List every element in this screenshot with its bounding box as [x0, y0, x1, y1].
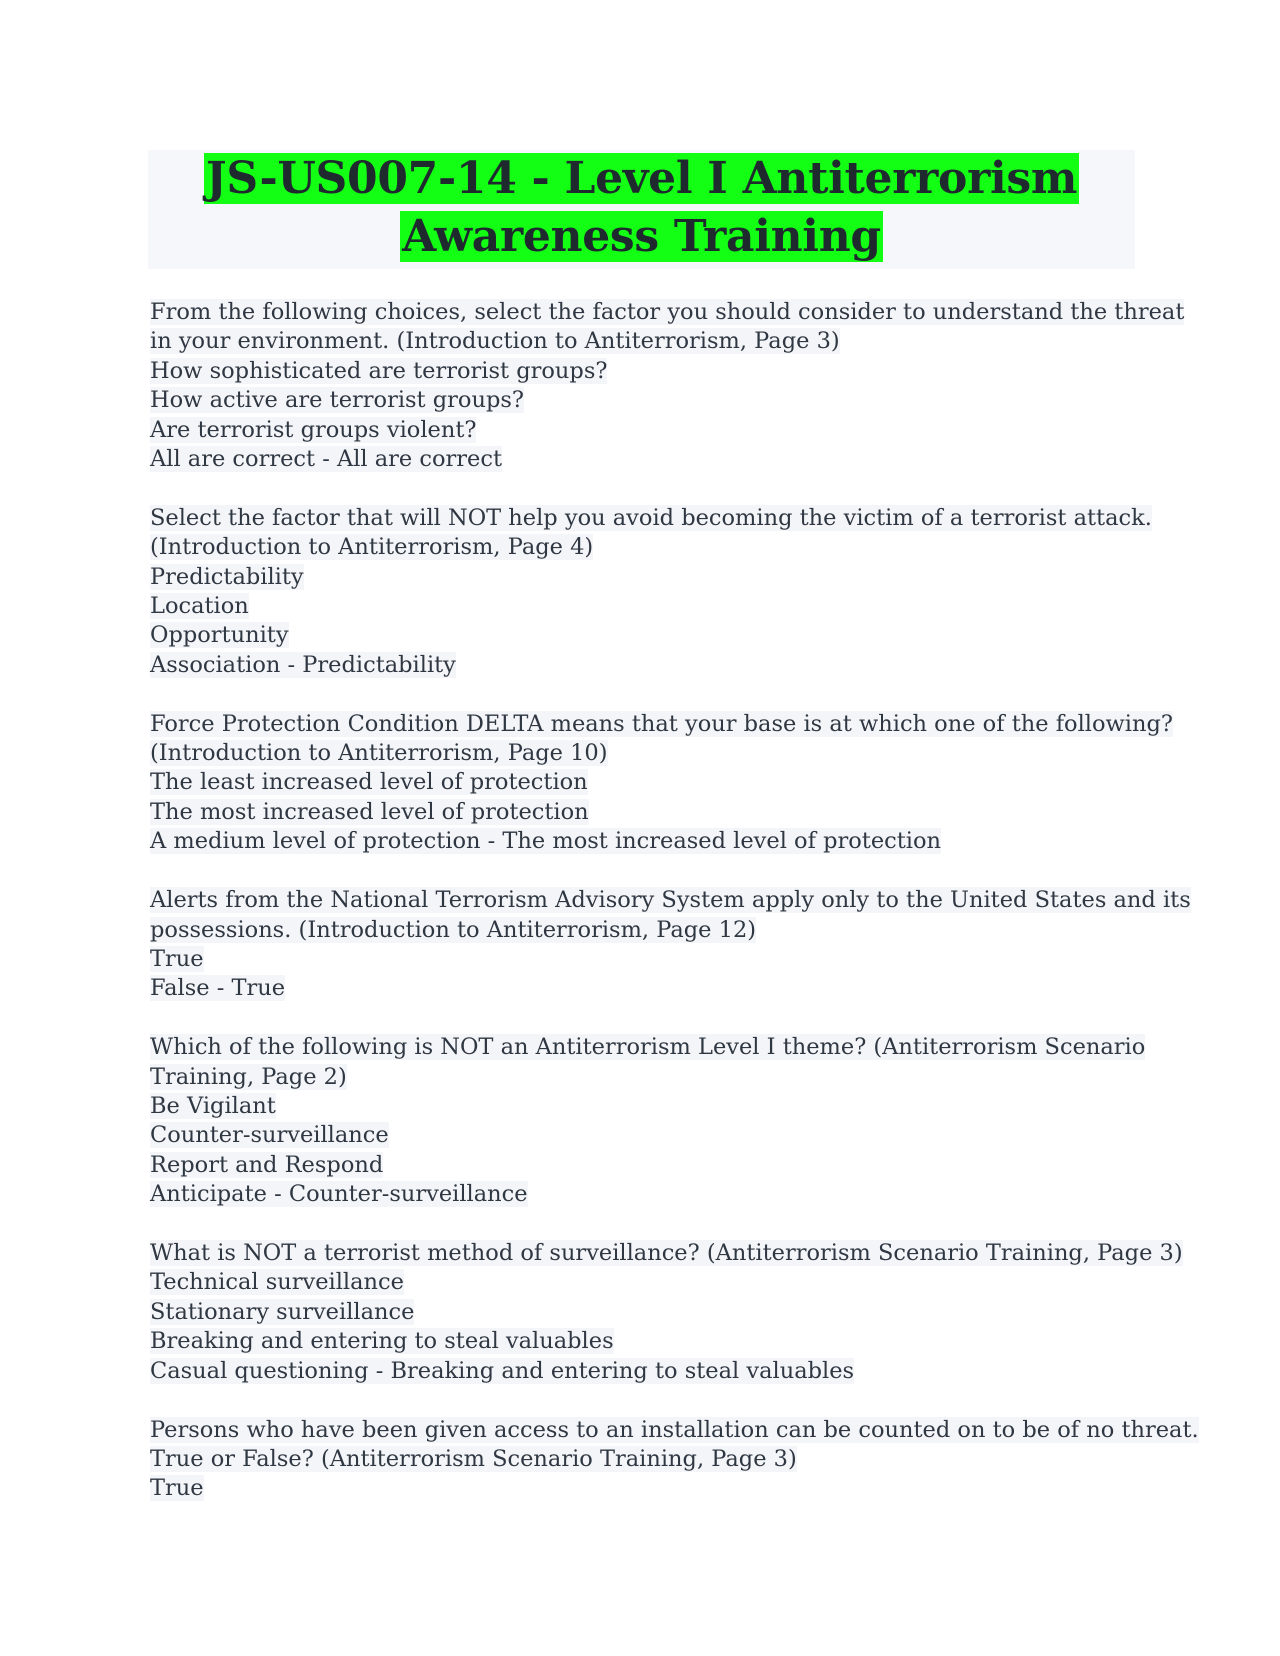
choice-line: True: [150, 1475, 204, 1502]
choice-line: The least increased level of protection: [150, 769, 588, 796]
qa-block-2: [150, 504, 1152, 680]
qa-block-3: [150, 710, 1173, 857]
choice-line: How sophisticated are terrorist groups?: [150, 357, 608, 384]
answer-line: Anticipate - Counter-surveillance: [150, 1181, 528, 1208]
qa-block-4: [150, 886, 1191, 1004]
answer-line: Casual questioning - Breaking and entering to steal valuables: [150, 1357, 855, 1384]
question-line: (Introduction to Antiterrorism, Page 4): [150, 534, 594, 561]
choice-line: Counter-surveillance: [150, 1122, 389, 1149]
title-line-2: Awareness Training: [402, 211, 881, 262]
title-line-1: JS-US007-14 - Level I Antiterrorism: [205, 153, 1078, 204]
question-line: possessions. (Introduction to Antiterrorism, Page 12): [150, 916, 757, 943]
choice-line: Predictability: [150, 563, 304, 590]
question-line: Alerts from the National Terrorism Advisory System apply only to the United States and its: [150, 887, 1191, 914]
choice-line: Opportunity: [150, 622, 289, 649]
answer-line: A medium level of protection - The most increased level of protection: [150, 828, 942, 855]
choice-line: Technical surveillance: [150, 1269, 404, 1296]
answer-line: All are correct - All are correct: [150, 445, 503, 472]
choice-line: Stationary surveillance: [150, 1298, 415, 1325]
question-line: Which of the following is NOT an Antiterrorism Level I theme? (Antiterrorism Scenario: [150, 1034, 1146, 1061]
qa-block-7: [150, 1416, 1199, 1504]
qa-list: [150, 298, 1199, 1533]
question-line: From the following choices, select the factor you should consider to understand the threat: [150, 299, 1185, 325]
question-line: Training, Page 2): [150, 1063, 347, 1090]
choice-line: The most increased level of protection: [150, 798, 589, 825]
document-title: [148, 150, 1135, 269]
choice-line: True: [150, 945, 204, 972]
choice-line: Be Vigilant: [150, 1092, 276, 1119]
choice-line: Breaking and entering to steal valuables: [150, 1328, 614, 1355]
question-line: (Introduction to Antiterrorism, Page 10): [150, 740, 608, 767]
qa-block-1: [150, 298, 1185, 474]
question-line: Persons who have been given access to an installation can be counted on to be of no threat.: [150, 1416, 1199, 1443]
answer-line: False - True: [150, 975, 286, 1002]
answer-line: Association - Predictability: [150, 651, 456, 678]
question-line: True or False? (Antiterrorism Scenario Training, Page 3): [150, 1445, 797, 1472]
qa-block-6: [150, 1239, 1183, 1386]
qa-block-5: [150, 1033, 1146, 1209]
question-line: in your environment. (Introduction to Antiterrorism, Page 3): [150, 328, 840, 355]
question-line: Force Protection Condition DELTA means that your base is at which one of the following?: [150, 710, 1173, 737]
question-line: Select the factor that will NOT help you avoid becoming the victim of a terrorist attack.: [150, 504, 1152, 531]
choice-line: Are terrorist groups violent?: [150, 416, 477, 443]
choice-line: Location: [150, 593, 249, 620]
choice-line: How active are terrorist groups?: [150, 387, 524, 414]
choice-line: Report and Respond: [150, 1151, 384, 1178]
question-line: What is NOT a terrorist method of surveillance? (Antiterrorism Scenario Training, Page 3): [150, 1240, 1183, 1267]
